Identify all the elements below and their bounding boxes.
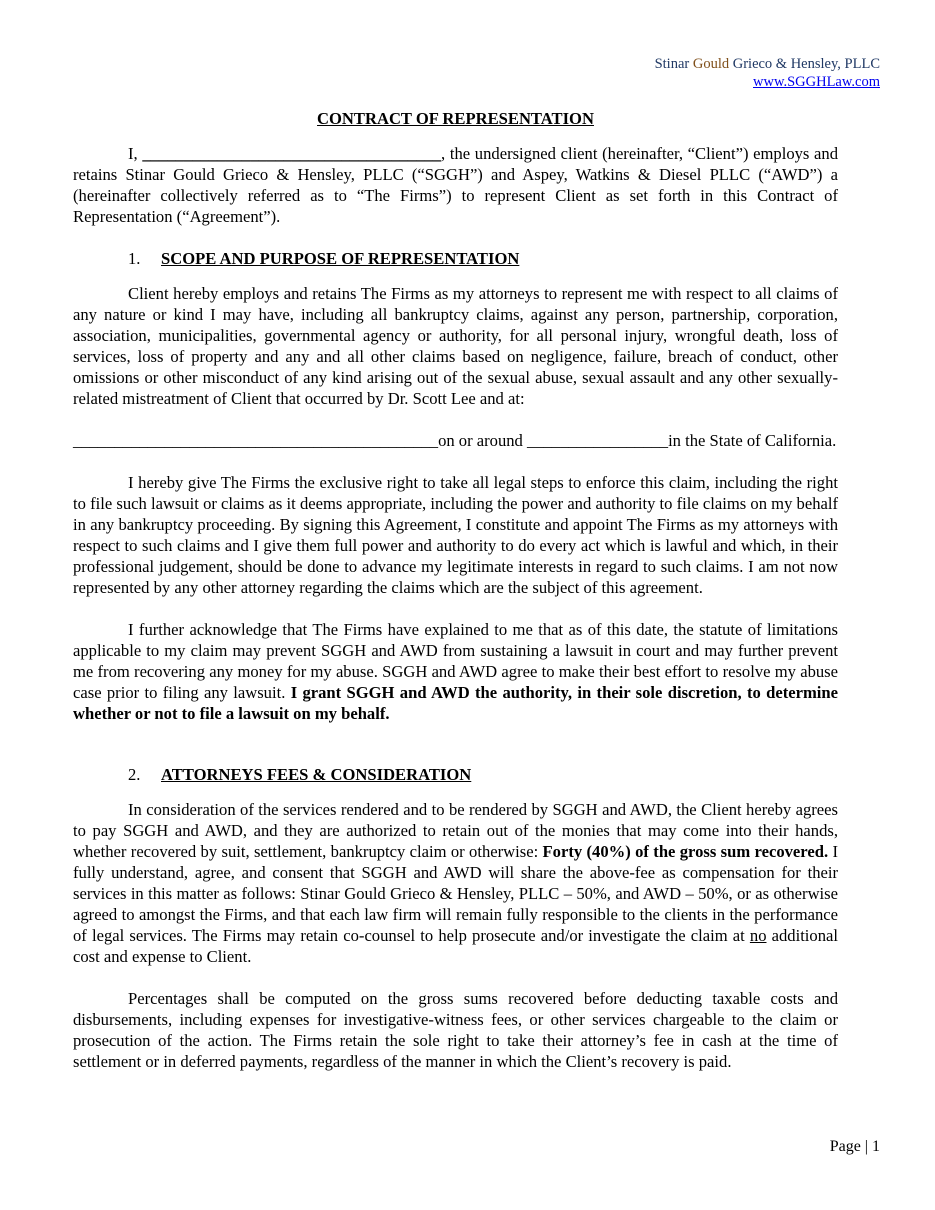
section-1-heading: 1. SCOPE AND PURPOSE OF REPRESENTATION [128,249,520,268]
location-blank[interactable]: ____________________________________________ [73,431,439,450]
intro-paragraph: I, ____________________________________, the undersigned client (hereinafter, “Client”) employs and retains Stinar Gould Grieco & Hensley, PLLC (“SGGH”) and Aspey, Watkins & Diesel PLLC (“AWD”) a (hereinafter collectively referred as to “The Firms”) to represent Client as set forth in this Contract of Representation (“Agreement”). [73,144,839,226]
client-name-blank[interactable]: ____________________________________ [142,144,442,163]
scope-paragraph: Client hereby employs and retains The Firms as my attorneys to represent me with respect to all claims of any nature or kind I may have, including all bankruptcy claims, against any person, partnership, corporation, association, municipalities, governmental agency or authority, for all personal injury, wrongful death, loss of services, loss of property and any and all other claims based on negligence, failure, breach of conduct, other omissions or other misconduct of any kind arising out of the sexual abuse, sexual assault and any other sexually-related mistreatment of Client that occurred by Dr. Scott Lee and at: [73,284,838,408]
letterhead [655,55,880,91]
statute-paragraph: I further acknowledge that The Firms have explained to me that as of this date, the statute of limitations applicable to my claim may prevent SGGH and AWD from sustaining a lawsuit in court and may further prevent me from recovering any money for my abuse. SGGH and AWD agree to make their best effort to resolve my abuse case prior to filing any lawsuit. I grant SGGH and AWD the authority, in their sole discretion, to determine whether or not to file a lawsuit on my behalf. [73,620,838,723]
page-number: Page | 1 [829,1138,880,1155]
date-blank[interactable]: _________________ [527,431,669,450]
document-body [73,108,838,1072]
fees-paragraph: In consideration of the services rendered and to be rendered by SGGH and AWD, the Client hereby agrees to pay SGGH and AWD, and they are authorized to retain out of the monies that may come into their hands, whether recovered by suit, settlement, bankruptcy claim or otherwise: Forty (40%) of the gross sum recovered. I fully understand, agree, and consent that SGGH and AWD will share the above-fee as compensation for their services in this matter as follows: Stinar Gould Grieco & Hensley, PLLC – 50%, and AWD – 50%, or as otherwise agreed to amongst the Firms, and that each law firm will remain fully responsible to the clients in the performance of legal services. The Firms may retain co-counsel to help prosecute and/or investigate the claim at no additional cost and expense to Client. [73,800,838,966]
firm-name: Stinar Gould Grieco & Hensley, PLLC [654,56,880,72]
website-link[interactable]: www.SGGHLaw.com [753,74,880,90]
section-2-heading: 2. ATTORNEYS FEES & CONSIDERATION [128,765,472,784]
document-title: CONTRACT OF REPRESENTATION [317,109,594,128]
exclusive-right-paragraph: I hereby give The Firms the exclusive right to take all legal steps to enforce this claim, including the right to file such lawsuit or claims as it deems appropriate, including the power and authority to file claims on my behalf in any bankruptcy proceeding. By signing this Agreement, I constitute and appoint The Firms as my attorneys with respect to such claims and I give them full power and authority to do every act which is lawful and which, in their professional judgement, should be done to advance my legitimate interests in regard to such claims. I am not now represented by any other attorney regarding the claims which are the subject of this agreement. [73,473,838,597]
percentages-paragraph: Percentages shall be computed on the gross sums recovered before deducting taxable costs and disbursements, including expenses for investigative-witness fees, or other services chargeable to the claim or prosecution of the action. The Firms retain the sole right to take their attorney’s fee in cash at the time of settlement or in deferred payments, regardless of the manner in which the Client’s recovery is paid. [73,989,838,1071]
location-date-line: ____________________________________________on or around _________________in the State of California. [73,431,837,450]
